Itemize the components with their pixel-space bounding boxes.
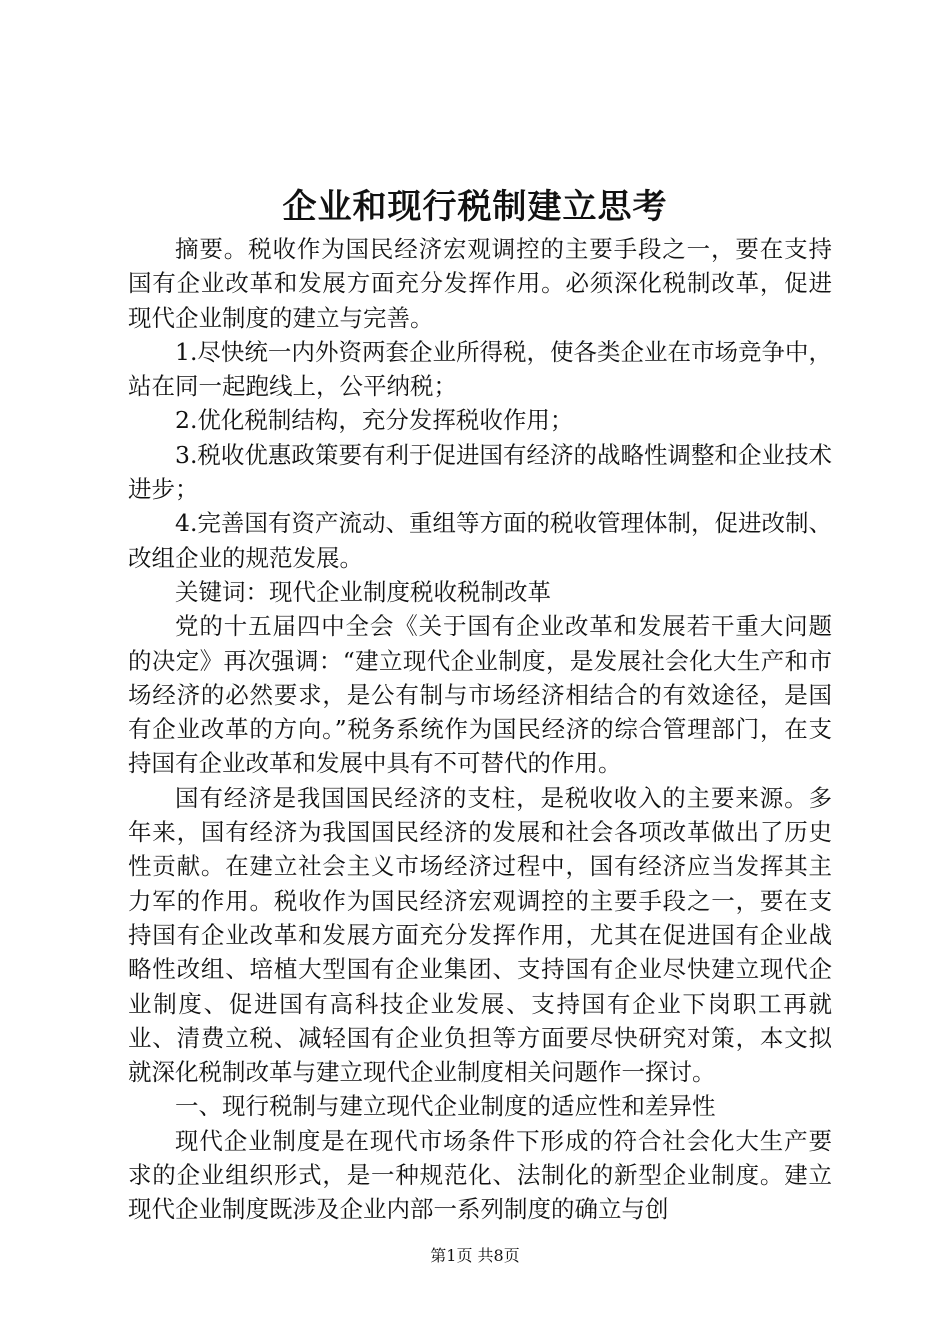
- body-paragraph: 国有经济是我国国民经济的支柱，是税收收入的主要来源。多年来，国有经济为我国国民经济的发展和社会各项改革做出了历史性贡献。在建立社会主义市场经济过程中，国有经济应当发挥其主力军的作用。税收作为国民经济宏观调控的主要手段之一，要在支持国有企业改革和发展方面充分发挥作用，尤其在促进国有企业战略性改组、培植大型国有企业集团、支持国有企业尽快建立现代企业制度、促进国有高科技企业发展、支持国有企业下岗职工再就业、清费立税、减轻国有企业负担等方面要尽快研究对策，本文拟就深化税制改革与建立现代企业制度相关问题作一探讨。: [128, 783, 832, 1087]
- body-paragraph: 党的十五届四中全会《关于国有企业改革和发展若干重大问题的决定》再次强调：“建立现代企业制度，是发展社会化大生产和市场经济的必然要求，是公有制与市场经济相结合的有效途径，是国有企业改革的方向。”税务系统作为国民经济的综合管理部门，在支持国有企业改革和发展中具有不可替代的作用。: [128, 612, 832, 778]
- list-item-4: 4.完善国有资产流动、重组等方面的税收管理体制，促进改制、改组企业的规范发展。: [128, 509, 832, 572]
- list-item-2: 2.优化税制结构，充分发挥税收作用；: [175, 406, 574, 435]
- list-item-3: 3.税收优惠政策要有利于促进国有经济的战略性调整和企业技术进步；: [128, 440, 832, 504]
- document-body: [128, 232, 832, 1227]
- list-item-1: 1.尽快统一内外资两套企业所得税，使各类企业在市场竞争中，站在同一起跑线上，公平纳税；: [128, 337, 832, 401]
- keywords-paragraph: 关键词：现代企业制度税收税制改革: [175, 577, 551, 606]
- body-paragraph: 现代企业制度是在现代市场条件下形成的符合社会化大生产要求的企业组织形式，是一种规范化、法制化的新型企业制度。建立现代企业制度既涉及企业内部一系列制度的确立与创: [128, 1126, 832, 1224]
- abstract-paragraph: 摘要。税收作为国民经济宏观调控的主要手段之一，要在支持国有企业改革和发展方面充分发挥作用。必须深化税制改革，促进现代企业制度的建立与完善。: [128, 235, 832, 332]
- page-number-footer: 第1页 共8页: [430, 1246, 520, 1265]
- document-title: 企业和现行税制建立思考: [282, 187, 668, 227]
- section-heading: 一、现行税制与建立现代企业制度的适应性和差异性: [175, 1092, 716, 1121]
